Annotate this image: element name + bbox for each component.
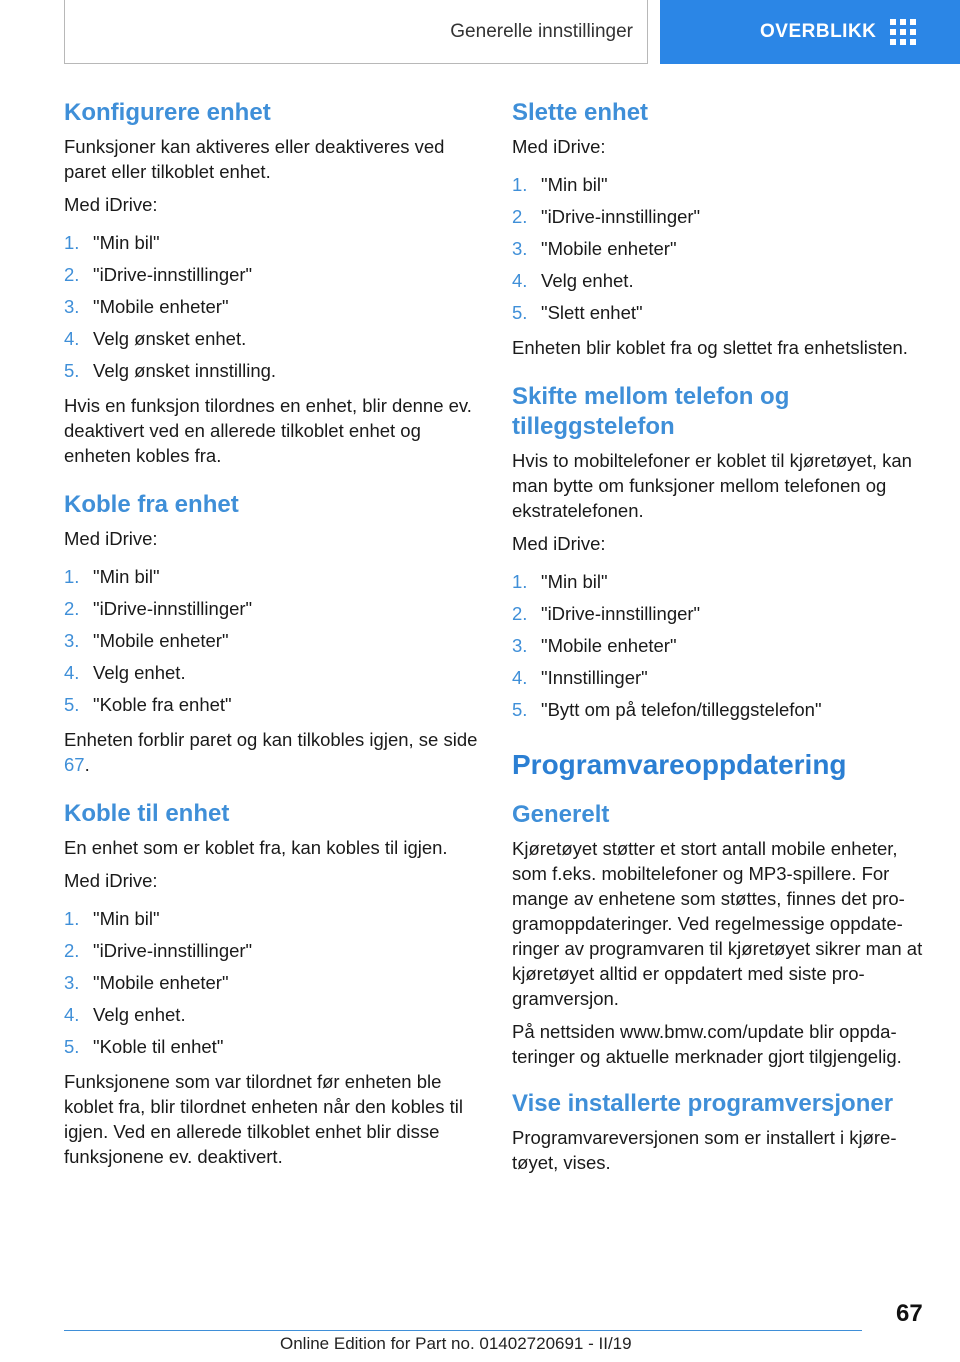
section-header (64, 0, 648, 64)
list-item: 1. "Min bil" (512, 174, 608, 195)
list-item: 4. Velg ønsket enhet. (64, 328, 247, 349)
section-configure (64, 98, 480, 468)
heading-general: Generelt (512, 801, 610, 828)
left-column (64, 98, 480, 1191)
list-item: 3. "Mobile enheter" (64, 296, 229, 317)
heading-switch: Skifte mellom telefon og tilleggstelefon (512, 383, 790, 440)
list-item: 1. "Min bil" (64, 908, 160, 929)
list-item: 1. "Min bil" (512, 571, 608, 592)
list-item: 3. "Mobile enheter" (64, 630, 229, 651)
general-paragraph-2: På nettsiden www.bmw.com/update blir oppdateringer og aktuelle merknader gjort tilgjengelig. (512, 1021, 902, 1067)
heading-connect: Koble til enhet (64, 800, 230, 827)
list-item: 3. "Mobile enheter" (512, 635, 677, 656)
page-link[interactable]: 67 (64, 754, 85, 775)
list-item: 4. Velg enhet. (64, 1004, 186, 1025)
list-item: 4. Velg enhet. (512, 270, 634, 291)
disconnect-steps (64, 561, 480, 721)
heading-versions: Vise installerte programversjoner (512, 1090, 894, 1117)
list-item: 5. "Slett enhet" (512, 302, 643, 323)
list-item: 5. "Bytt om på telefon/tilleggstelefon" (512, 699, 822, 720)
connect-with-idrive: Med iDrive: (64, 870, 158, 891)
configure-intro: Funksjoner kan aktiveres eller deaktiveres ved paret eller tilkoblet enhet. (64, 136, 445, 182)
list-item: 3. "Mobile enheter" (64, 972, 229, 993)
configure-with-idrive: Med iDrive: (64, 194, 158, 215)
grid-menu-icon (890, 19, 916, 45)
list-item: 4. Velg enhet. (64, 662, 186, 683)
list-item: 3. "Mobile enheter" (512, 238, 677, 259)
general-paragraph-1: Kjøretøyet støtter et stort antall mobile enheter, som f.eks. mobiltelefoner og MP3-spillere. For mange av enhetene som støttes, finnes det programoppdateringer. Ved regelmessige oppdateringer av programvaren til kjøretøyet sikrer man at kjøretøyet alltid er oppdatert med siste programversjon. (512, 838, 923, 1009)
list-item: 2. "iDrive-innstillinger" (512, 206, 701, 227)
delete-steps (512, 169, 928, 329)
list-item: 5. Velg ønsket innstilling. (64, 360, 277, 381)
list-item: 2. "iDrive-innstillinger" (64, 940, 253, 961)
list-item: 1. "Min bil" (64, 566, 160, 587)
footer-edition: Online Edition for Part no. 01402720691 - II/19 (280, 1334, 632, 1353)
list-item: 5. "Koble til enhet" (64, 1036, 224, 1057)
list-item: 1. "Min bil" (64, 232, 160, 253)
configure-note: Hvis en funksjon tilordnes en enhet, blir denne ev. deaktivert ved en allerede tilkoblet enhet og enheten kobles fra. (64, 395, 472, 466)
connect-steps (64, 903, 480, 1063)
switch-with-idrive: Med iDrive: (512, 533, 606, 554)
heading-configure: Konfigurere enhet (64, 99, 271, 126)
switch-steps (512, 566, 928, 726)
list-item: 2. "iDrive-innstillinger" (64, 598, 253, 619)
heading-software-update: Programvareoppdatering (512, 749, 847, 780)
delete-note: Enheten blir koblet fra og slettet fra enhetslisten. (512, 337, 908, 358)
list-item: 2. "iDrive-innstillinger" (64, 264, 253, 285)
page-number: 67 (896, 1300, 923, 1327)
section-software-update (512, 748, 928, 1175)
section-switch (512, 382, 928, 726)
versions-paragraph: Programvareversjonen som er installert i kjøretøyet, vises. (512, 1127, 897, 1173)
connect-intro: En enhet som er koblet fra, kan kobles til igjen. (64, 837, 448, 858)
list-item: 5. "Koble fra enhet" (64, 694, 232, 715)
footer-divider (64, 1330, 862, 1331)
disconnect-with-idrive: Med iDrive: (64, 528, 158, 549)
section-delete (512, 98, 928, 360)
disconnect-note: Enheten forblir paret og kan tilkobles igjen, se side 67. (64, 729, 478, 775)
section-title: Generelle innstillinger (450, 20, 633, 42)
overview-button[interactable] (660, 0, 960, 64)
heading-disconnect: Koble fra enhet (64, 491, 239, 518)
delete-with-idrive: Med iDrive: (512, 136, 606, 157)
right-column (512, 98, 928, 1197)
section-connect (64, 799, 480, 1169)
switch-intro: Hvis to mobiltelefoner er koblet til kjøretøyet, kan man bytte om funksjoner mellom telefonen og ekstratelefonen. (512, 450, 912, 521)
connect-note: Funksjonene som var tilordnet før enheten ble koblet fra, blir tilordnet enheten når den kobles til igjen. Ved en allerede tilkoblet enhet blir disse funksjonene ev. deaktivert. (64, 1071, 464, 1167)
overview-label: OVERBLIKK (760, 21, 877, 42)
configure-steps (64, 227, 480, 387)
heading-delete: Slette enhet (512, 99, 649, 126)
list-item: 2. "iDrive-innstillinger" (512, 603, 701, 624)
section-disconnect (64, 490, 480, 777)
list-item: 4. "Innstillinger" (512, 667, 648, 688)
